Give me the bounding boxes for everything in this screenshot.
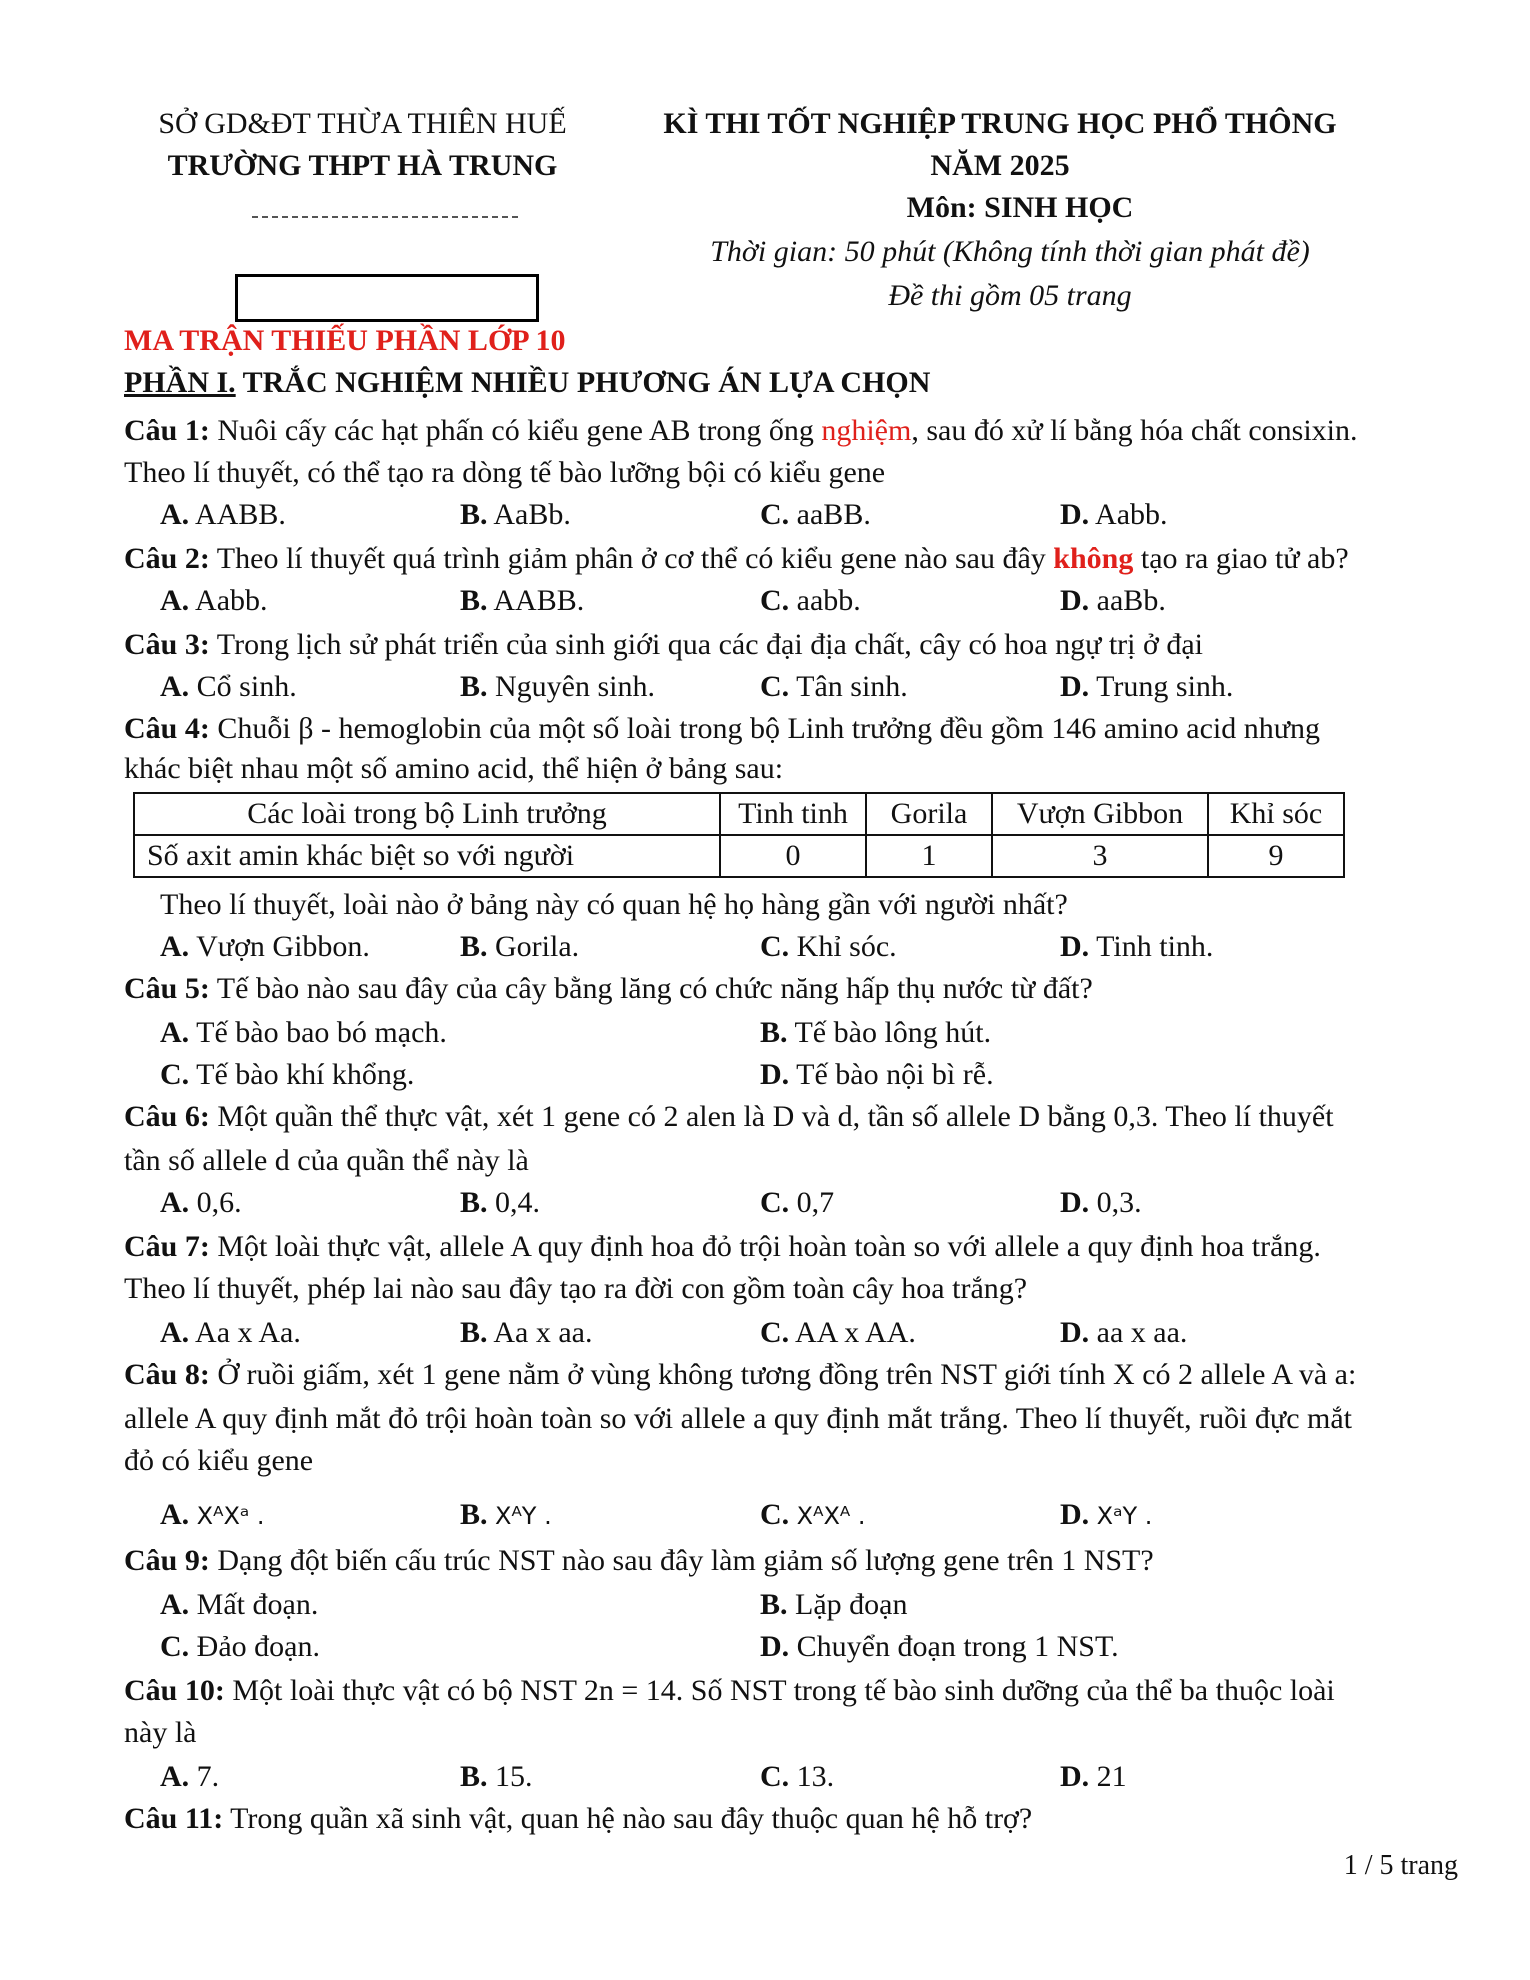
- amino-acid-table: [133, 792, 1345, 878]
- question-8-line-2: allele A quy định mắt đỏ trội hoàn toàn so với allele a quy định mắt trắng. Theo lí thuyết, ruồi đực mắt: [124, 1402, 1352, 1435]
- part-name: TRẮC NGHIỆM NHIỀU PHƯƠNG ÁN LỰA CHỌN: [235, 366, 931, 399]
- table-cell: Số axit amin khác biệt so với người: [134, 835, 720, 877]
- question-7-line-2: Theo lí thuyết, phép lai nào sau đây tạo ra đời con gồm toàn cây hoa trắng?: [124, 1272, 1028, 1305]
- option-d[interactable]: D. aaBb.: [1060, 584, 1166, 617]
- option-d[interactable]: D. 0,3.: [1060, 1186, 1142, 1219]
- question-1-text-b: , sau đó xử lí bằng hóa chất consixin.: [911, 414, 1358, 447]
- option-d[interactable]: D. Tinh tinh.: [1060, 930, 1214, 963]
- question-4-followup: Theo lí thuyết, loài nào ở bảng này có quan hệ họ hàng gần với người nhất?: [160, 888, 1068, 921]
- option-a[interactable]: A. XᴬXᵃ .: [160, 1498, 265, 1531]
- option-b[interactable]: B. Tế bào lông hút.: [760, 1016, 992, 1049]
- table-header-row: [134, 793, 1344, 835]
- option-d[interactable]: D. Tế bào nội bì rễ.: [760, 1058, 994, 1091]
- question-9: Câu 9: Dạng đột biến cấu trúc NST nào sau đây làm giảm số lượng gene trên 1 NST?: [124, 1544, 1154, 1577]
- option-b[interactable]: B. AABB.: [460, 584, 585, 617]
- question-4-line-2: khác biệt nhau một số amino acid, thể hiện ở bảng sau:: [124, 752, 784, 785]
- option-d[interactable]: D. XᵃY .: [1060, 1498, 1153, 1531]
- table-cell: 3: [992, 835, 1208, 877]
- table-row: [134, 835, 1344, 877]
- option-c[interactable]: C. Tân sinh.: [760, 670, 908, 703]
- question-6-line-2: tần số allele d của quần thể này là: [124, 1144, 529, 1177]
- question-6-line-1: Câu 6: Một quần thể thực vật, xét 1 gene có 2 alen là D và d, tần số allele D bằng 0,3. Theo lí thuyết: [124, 1100, 1334, 1133]
- option-c[interactable]: C. 0,7: [760, 1186, 835, 1219]
- option-c[interactable]: C. 13.: [760, 1760, 835, 1793]
- question-7-line-1: Câu 7: Một loài thực vật, allele A quy định hoa đỏ trội hoàn toàn so với allele a quy định hoa trắng.: [124, 1230, 1321, 1263]
- option-d[interactable]: D. 21: [1060, 1760, 1127, 1793]
- option-b[interactable]: B. Aa x aa.: [460, 1316, 593, 1349]
- question-1-text-a: Nuôi cấy các hạt phấn có kiểu gene AB trong ống: [209, 414, 822, 447]
- option-a[interactable]: A. Vượn Gibbon.: [160, 930, 370, 963]
- option-a[interactable]: A. 7.: [160, 1760, 220, 1793]
- dept-name: SỞ GD&ĐT THỪA THIÊN HUẾ: [158, 107, 567, 140]
- part-number: PHẦN I.: [124, 366, 236, 399]
- matrix-title: MA TRẬN THIẾU PHẦN LỚP 10: [124, 324, 566, 357]
- exam-code-box: [235, 274, 539, 322]
- question-8-line-3: đỏ có kiểu gene: [124, 1444, 314, 1477]
- question-5: Câu 5: Tế bào nào sau đây của cây bằng lăng có chức năng hấp thụ nước từ đất?: [124, 972, 1093, 1005]
- option-b[interactable]: B. Nguyên sinh.: [460, 670, 656, 703]
- option-c[interactable]: C. Khỉ sóc.: [760, 930, 897, 963]
- option-a[interactable]: A. 0,6.: [160, 1186, 242, 1219]
- question-1-highlight: nghiệm: [821, 414, 912, 447]
- option-b[interactable]: B. XᴬY .: [460, 1498, 552, 1531]
- question-8-line-1: Câu 8: Ở ruồi giấm, xét 1 gene nằm ở vùng không tương đồng trên NST giới tính X có 2 allele A và a:: [124, 1358, 1357, 1391]
- table-header-cell: Các loài trong bộ Linh trưởng: [134, 793, 720, 835]
- table-cell: 0: [720, 835, 866, 877]
- option-b[interactable]: B. 0,4.: [460, 1186, 541, 1219]
- option-a[interactable]: A. Mất đoạn.: [160, 1588, 319, 1621]
- option-b[interactable]: B. Lặp đoạn: [760, 1588, 908, 1621]
- exam-title: KÌ THI TỐT NGHIỆP TRUNG HỌC PHỔ THÔNG: [663, 107, 1337, 140]
- option-d[interactable]: D. Aabb.: [1060, 498, 1168, 531]
- option-a[interactable]: A. Cổ sinh.: [160, 670, 297, 703]
- option-c[interactable]: C. aaBB.: [760, 498, 871, 531]
- option-c[interactable]: C. Đảo đoạn.: [160, 1630, 320, 1663]
- table-header-cell: Khỉ sóc: [1208, 793, 1344, 835]
- option-d[interactable]: D. aa x aa.: [1060, 1316, 1188, 1349]
- question-1-line-2: Theo lí thuyết, có thể tạo ra dòng tế bào lưỡng bội có kiểu gene: [124, 456, 886, 489]
- option-b[interactable]: B. AaBb.: [460, 498, 571, 531]
- question-2-highlight: không: [1053, 542, 1134, 575]
- table-cell: 9: [1208, 835, 1344, 877]
- question-11: Câu 11: Trong quần xã sinh vật, quan hệ nào sau đây thuộc quan hệ hỗ trợ?: [124, 1802, 1033, 1835]
- exam-year: NĂM 2025: [930, 149, 1070, 182]
- school-name: TRƯỜNG THPT HÀ TRUNG: [167, 149, 558, 182]
- table-header-cell: Gorila: [866, 793, 992, 835]
- question-10-line-1: Câu 10: Một loài thực vật có bộ NST 2n = 14. Số NST trong tế bào sinh dưỡng của thể ba thuộc loài: [124, 1674, 1335, 1707]
- option-c[interactable]: C. XᴬXᴬ .: [760, 1498, 866, 1531]
- option-c[interactable]: C. AA x AA.: [760, 1316, 916, 1349]
- question-1-line-1: [124, 410, 1358, 452]
- page-number: 1 / 5 trang: [1343, 1850, 1458, 1881]
- question-4-line-1: Câu 4: Chuỗi β - hemoglobin của một số loài trong bộ Linh trưởng đều gồm 146 amino acid nhưng: [124, 712, 1321, 745]
- table-header-cell: Tinh tinh: [720, 793, 866, 835]
- table-cell: 1: [866, 835, 992, 877]
- option-a[interactable]: A. Tế bào bao bó mạch.: [160, 1016, 447, 1049]
- option-b[interactable]: B. 15.: [460, 1760, 533, 1793]
- table-header-cell: Vượn Gibbon: [992, 793, 1208, 835]
- question-2: Câu 2: Theo lí thuyết quá trình giảm phân ở cơ thể có kiểu gene nào sau đây không tạo ra giao tử ab?: [124, 542, 1349, 575]
- option-a[interactable]: A. Aa x Aa.: [160, 1316, 301, 1349]
- exam-subject: Môn: SINH HỌC: [906, 191, 1134, 224]
- part-title: [124, 366, 930, 400]
- exam-pages: Đề thi gồm 05 trang: [888, 279, 1132, 312]
- option-b[interactable]: B. Gorila.: [460, 930, 580, 963]
- option-c[interactable]: C. aabb.: [760, 584, 861, 617]
- option-a[interactable]: A. AABB.: [160, 498, 286, 531]
- option-a[interactable]: A. Aabb.: [160, 584, 268, 617]
- question-1-number: Câu 1:: [124, 414, 210, 447]
- option-d[interactable]: D. Trung sinh.: [1060, 670, 1234, 703]
- header-divider: [252, 216, 518, 218]
- option-c[interactable]: C. Tế bào khí khổng.: [160, 1058, 415, 1091]
- option-d[interactable]: D. Chuyển đoạn trong 1 NST.: [760, 1630, 1119, 1663]
- question-3: Câu 3: Trong lịch sử phát triển của sinh giới qua các đại địa chất, cây có hoa ngự trị ở đại: [124, 628, 1204, 661]
- question-10-line-2: này là: [124, 1716, 197, 1749]
- exam-time: Thời gian: 50 phút (Không tính thời gian phát đề): [710, 235, 1310, 268]
